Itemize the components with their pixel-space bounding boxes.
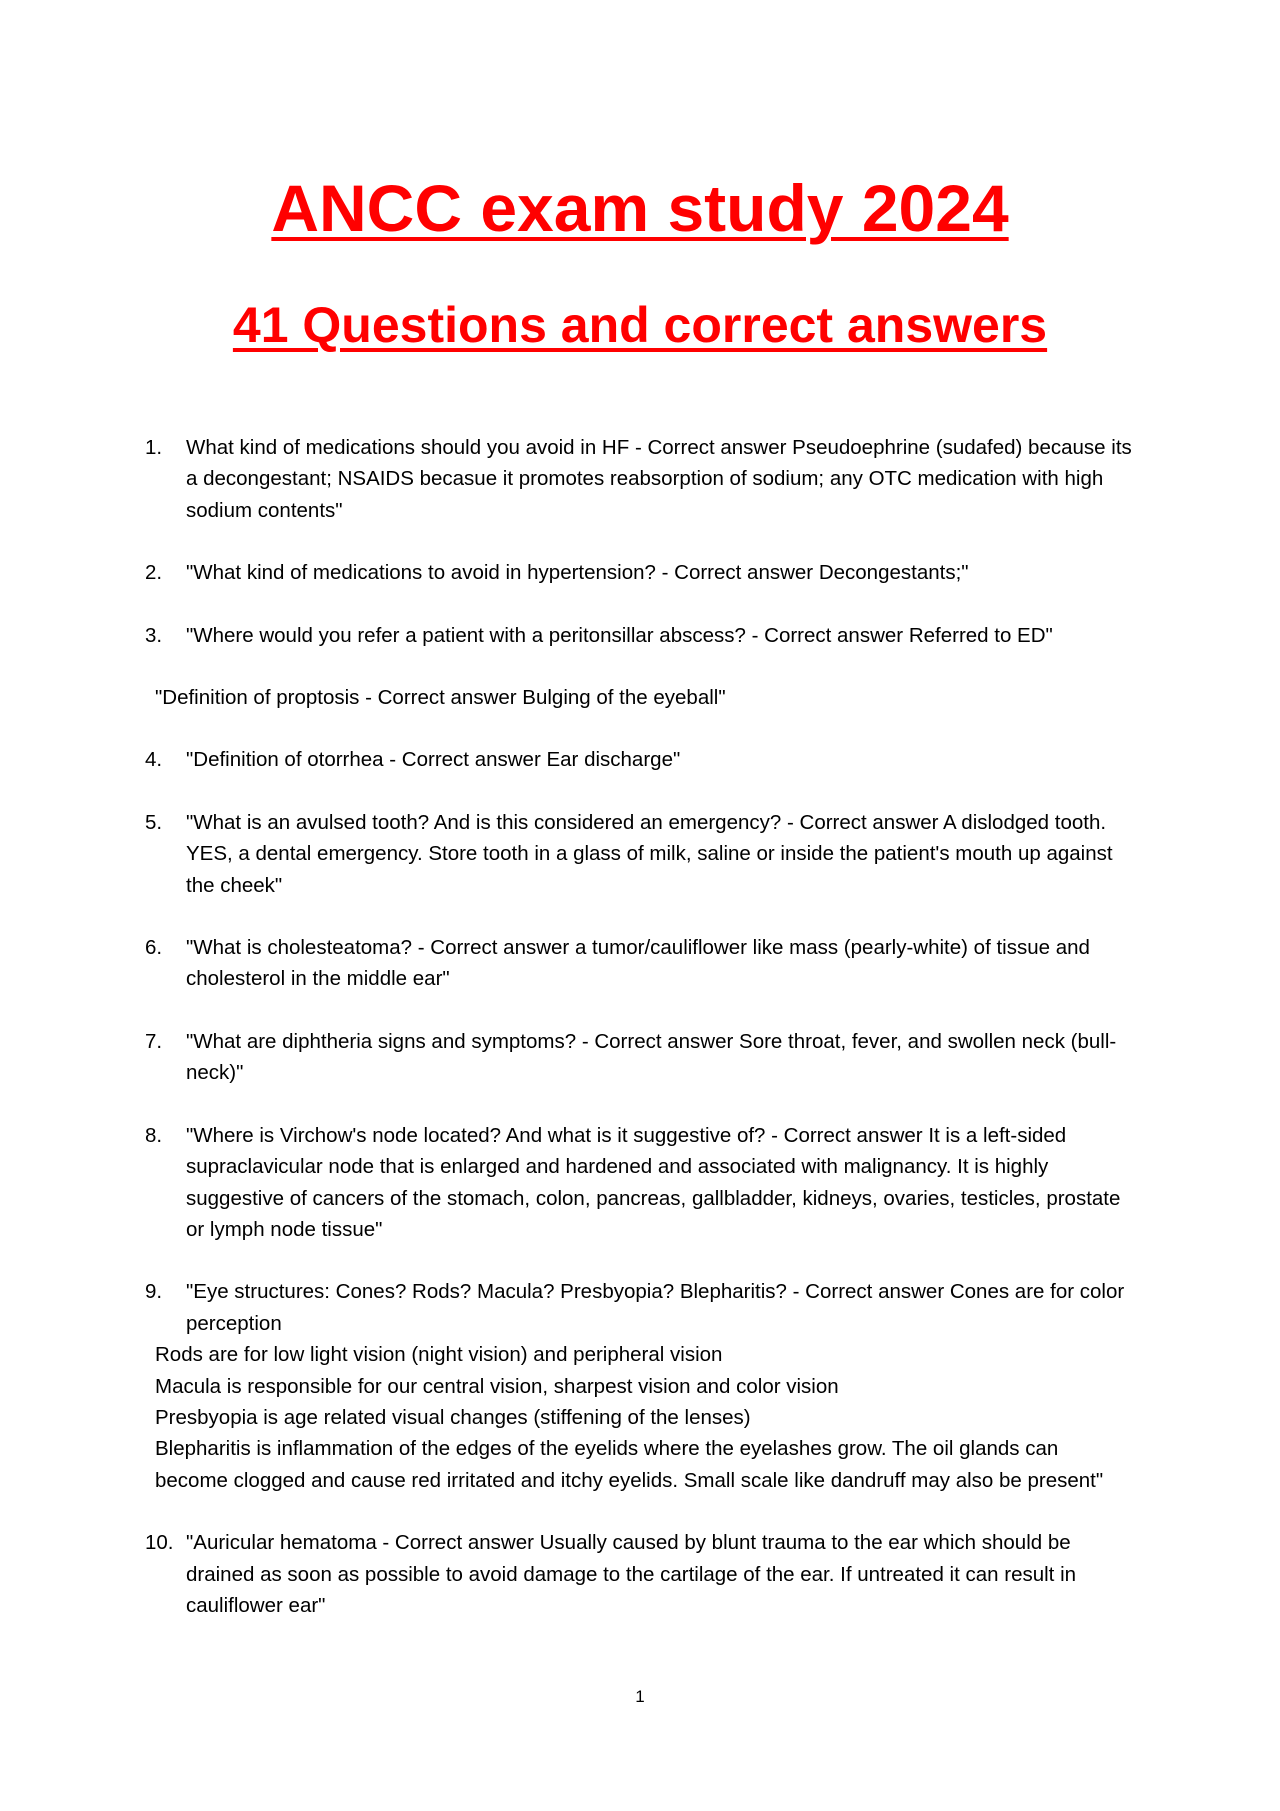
question-list: [0, 432, 1280, 1652]
item-text: "What are diphtheria signs and symptoms? - Correct answer Sore throat, fever, and swollen neck (bull-neck)": [186, 1029, 1117, 1085]
item-text: "Auricular hematoma - Correct answer Usually caused by blunt trauma to the ear which should be drained as soon as possible to avoid damage to the cartilage of the ear. If untreated it can result in cauliflower ear": [186, 1531, 1077, 1617]
list-item: [145, 1026, 1134, 1089]
document-title: ANCC exam study 2024: [271, 171, 1009, 245]
item-text: "Where would you refer a patient with a peritonsillar abscess? - Correct answer Referred to ED": [186, 623, 1053, 647]
item-text: "What kind of medications to avoid in hypertension? - Correct answer Decongestants;": [186, 561, 969, 585]
item-continuation-line: Rods are for low light vision (night vision) and peripheral vision: [155, 1343, 723, 1367]
page-number: 1: [635, 1687, 645, 1706]
list-item: [145, 1527, 1134, 1621]
item-number: 5.: [145, 810, 163, 834]
list-item: [145, 620, 1134, 651]
list-item: [145, 1276, 1134, 1496]
unnumbered-item: [155, 682, 1135, 713]
document-subtitle: 41 Questions and correct answers: [232, 297, 1048, 353]
item-continuation-line: Blepharitis is inflammation of the edges of the eyelids where the eyelashes grow. The oil glands can become clogged and cause red irritated and itchy eyelids. Small scale like dandruff may also be present": [155, 1437, 1104, 1492]
item-number: 7.: [145, 1029, 163, 1053]
item-number: 9.: [145, 1280, 163, 1304]
item-number: 3.: [145, 623, 163, 647]
list-item: [145, 432, 1134, 526]
item-text: "What is an avulsed tooth? And is this considered an emergency? - Correct answer A dislodged tooth. YES, a dental emergency. Store tooth in a glass of milk, saline or inside the patient's mouth up against the cheek": [186, 810, 1113, 897]
list-item: [145, 744, 1134, 775]
item-number: 6.: [145, 936, 163, 960]
item-number: 1.: [145, 436, 163, 459]
item-text: "Definition of otorrhea - Correct answer Ear discharge": [186, 748, 681, 772]
item-continuation-line: Presbyopia is age related visual changes (stiffening of the lenses): [155, 1405, 751, 1429]
item-text: What kind of medications should you avoid in HF - Correct answer Pseudoephrine (sudafed) because its a decongestant; NSAIDS becasue it promotes reabsorption of sodium; any OTC medication with high sodium contents": [186, 436, 1132, 522]
item-text: "Where is Virchow's node located? And what is it suggestive of? - Correct answer It is a left-sided supraclavicular node that is enlarged and hardened and associated with malignancy. It is highly suggestive of cancers of the stomach, colon, pancreas, gallbladder, kidneys, ovaries, testicles, prostate or lymph node tissue": [186, 1123, 1121, 1241]
item-number: 4.: [145, 748, 163, 772]
list-item: [145, 932, 1134, 995]
item-continuation-line: Macula is responsible for our central vision, sharpest vision and color vision: [155, 1374, 839, 1398]
item-text: "Definition of proptosis - Correct answer Bulging of the eyeball": [155, 686, 726, 710]
item-text: "What is cholesteatoma? - Correct answer a tumor/cauliflower like mass (pearly-white) of tissue and cholesterol in the middle ear": [186, 936, 1090, 991]
list-item: [145, 557, 1134, 588]
list-item: [145, 807, 1134, 901]
item-number: 2.: [145, 561, 163, 585]
list-item: [145, 1120, 1134, 1246]
item-text: "Eye structures: Cones? Rods? Macula? Presbyopia? Blepharitis? - Correct answer Cones are for color perception: [186, 1280, 1125, 1335]
item-number: 8.: [145, 1123, 163, 1147]
item-number: 10.: [145, 1531, 174, 1555]
